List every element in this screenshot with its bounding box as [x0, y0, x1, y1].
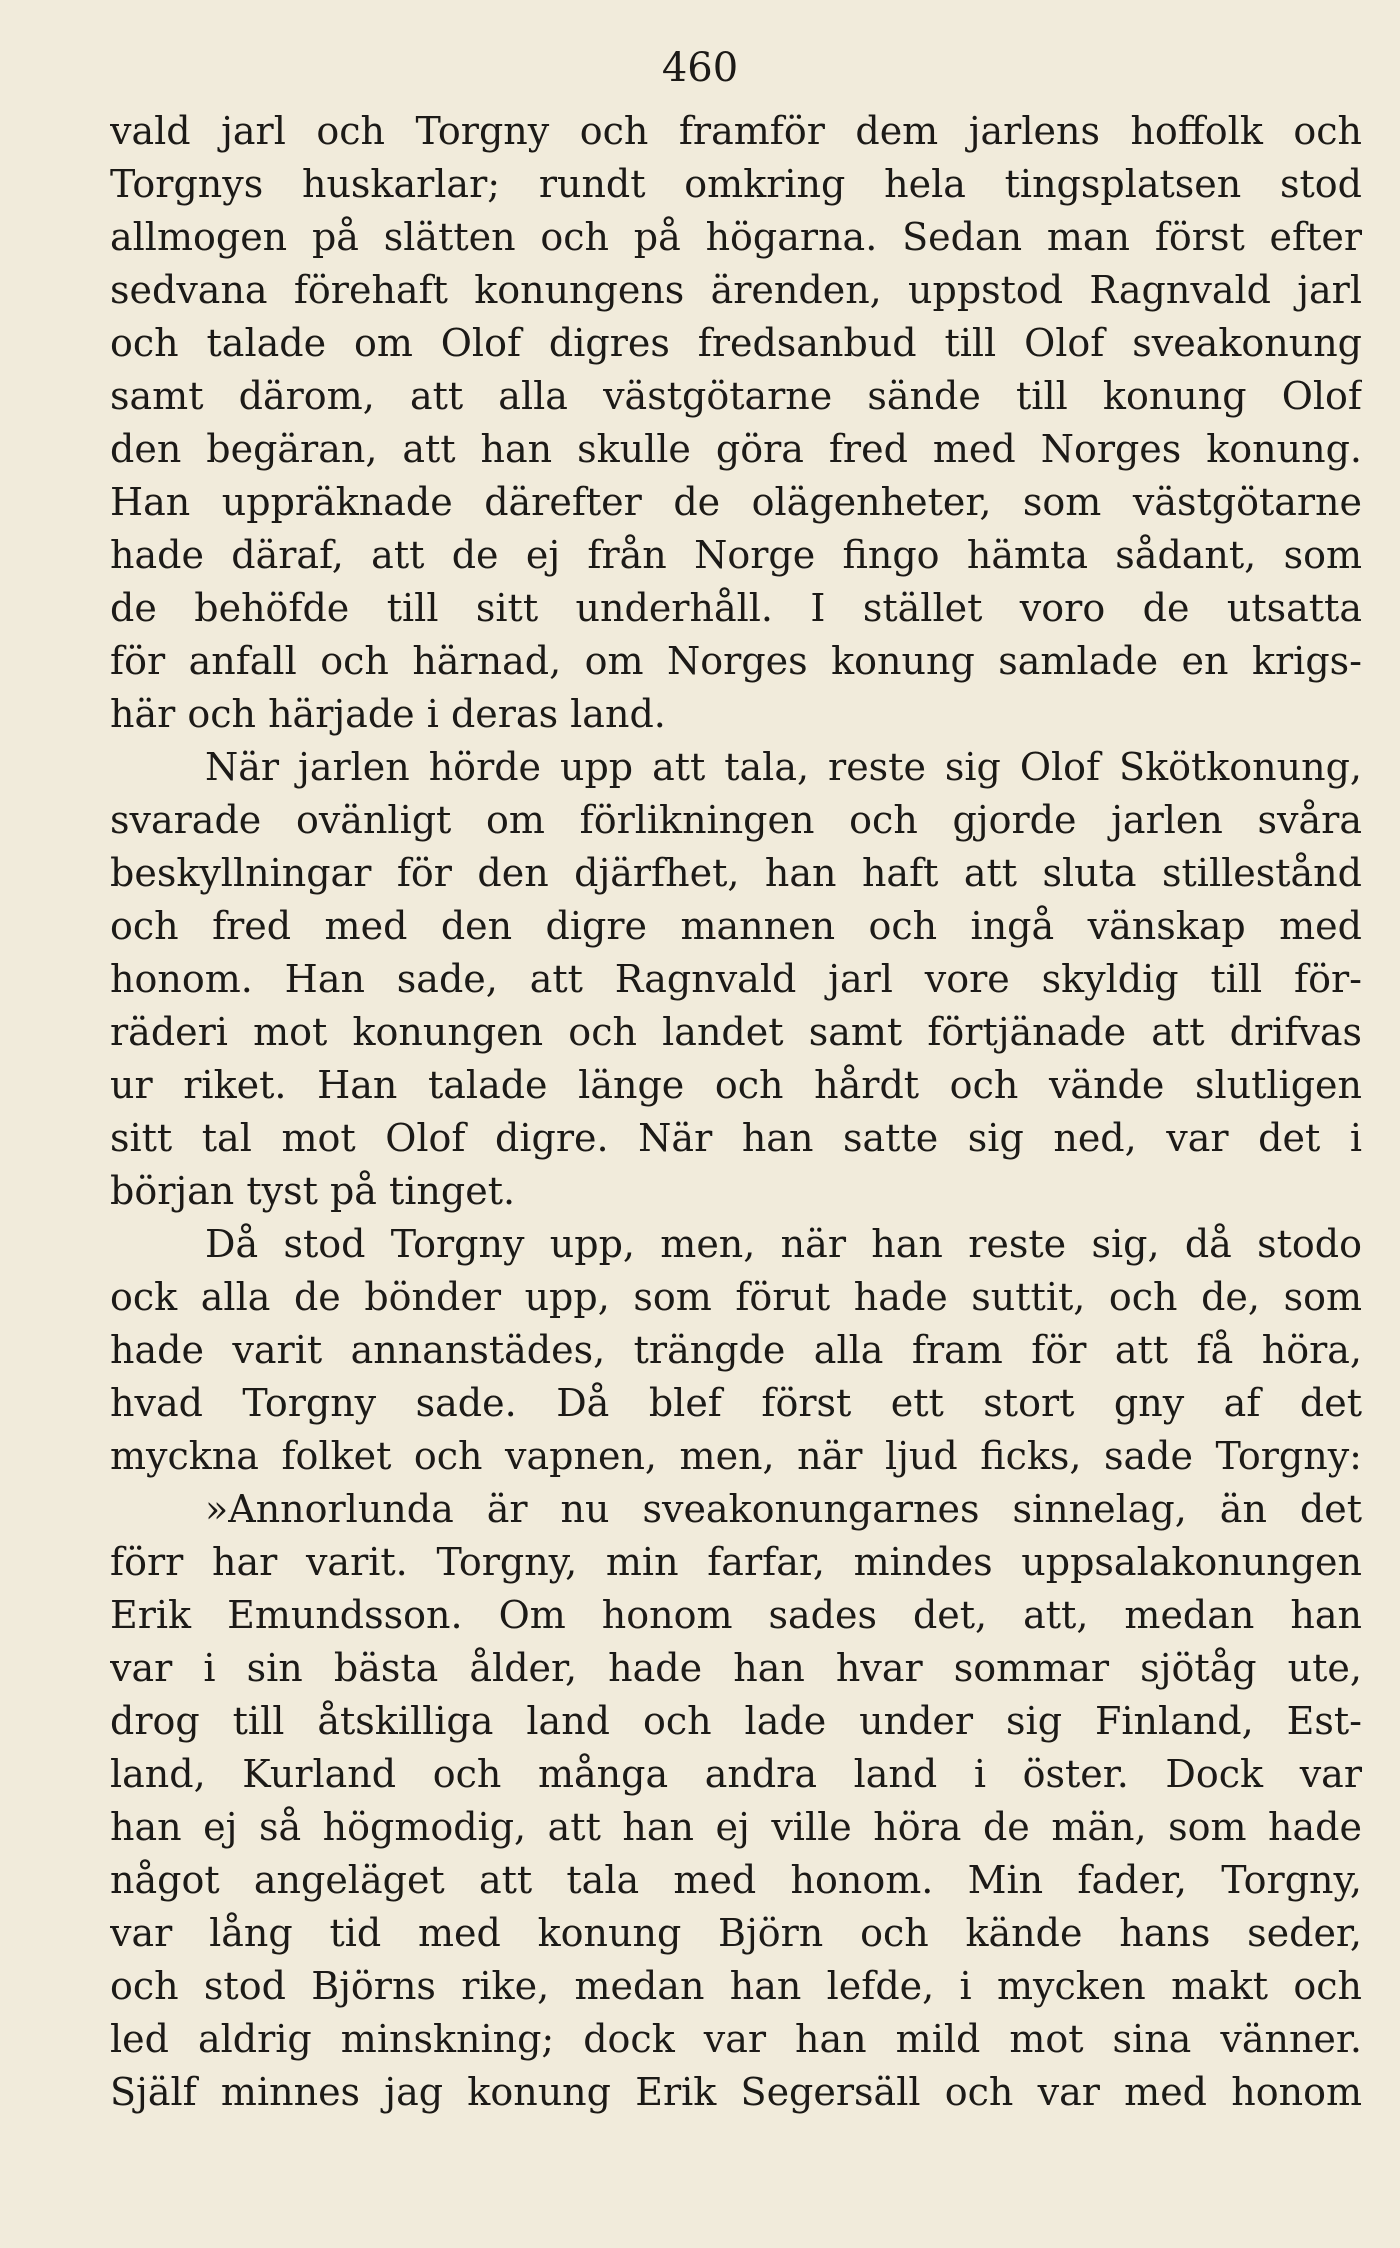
text-line: och fred med den digre mannen och ingå vänskap med — [110, 904, 1362, 948]
text-line: honom. Han sade, att Ragnvald jarl vore skyldig till för- — [110, 957, 1362, 1001]
text-line: var lång tid med konung Björn och kände hans seder, — [110, 1911, 1362, 1955]
body-text — [110, 105, 1362, 2119]
text-line: var i sin bästa ålder, hade han hvar sommar sjötåg ute, — [110, 1646, 1362, 1690]
text-line: led aldrig minskning; dock var han mild mot sina vänner. — [110, 2017, 1362, 2061]
text-line: Då stod Torgny upp, men, när han reste sig, då stodo — [205, 1222, 1362, 1266]
text-line: svarade ovänligt om förlikningen och gjorde jarlen svåra — [110, 798, 1362, 842]
text-line: När jarlen hörde upp att tala, reste sig Olof Skötkonung, — [205, 745, 1362, 789]
text-line: för anfall och härnad, om Norges konung samlade en krigs- — [110, 639, 1362, 683]
text-line: sedvana förehaft konungens ärenden, uppstod Ragnvald jarl — [110, 268, 1362, 312]
text-line: och stod Björns rike, medan han lefde, i mycken makt och — [110, 1964, 1362, 2008]
text-line: de behöfde till sitt underhåll. I stället voro de utsatta — [110, 586, 1362, 630]
page-number: 460 — [661, 45, 739, 91]
text-line: sitt tal mot Olof digre. När han satte sig ned, var det i — [110, 1116, 1362, 1160]
text-line: den begäran, att han skulle göra fred med Norges konung. — [110, 427, 1362, 471]
text-line: han ej så högmodig, att han ej ville höra de män, som hade — [110, 1805, 1362, 1849]
text-line: Torgnys huskarlar; rundt omkring hela tingsplatsen stod — [110, 162, 1362, 206]
text-line: räderi mot konungen och landet samt förtjänade att drifvas — [110, 1010, 1362, 1054]
text-line: samt därom, att alla västgötarne sände till konung Olof — [110, 374, 1362, 418]
text-line: början tyst på tinget. — [110, 1169, 516, 1213]
text-line: här och härjade i deras land. — [110, 692, 666, 736]
text-line: Han uppräknade därefter de olägenheter, som västgötarne — [110, 480, 1362, 524]
text-line: hvad Torgny sade. Då blef först ett stort gny af det — [110, 1381, 1362, 1425]
text-line: ock alla de bönder upp, som förut hade suttit, och de, som — [110, 1275, 1362, 1319]
text-line: vald jarl och Torgny och framför dem jarlens hoffolk och — [110, 109, 1362, 153]
text-line: beskyllningar för den djärfhet, han haft att sluta stillestånd — [110, 851, 1362, 895]
text-line: allmogen på slätten och på högarna. Sedan man först efter — [110, 215, 1362, 259]
text-line: Erik Emundsson. Om honom sades det, att, medan han — [110, 1593, 1362, 1637]
text-line: något angeläget att tala med honom. Min fader, Torgny, — [110, 1858, 1362, 1902]
text-line: drog till åtskilliga land och lade under sig Finland, Est- — [110, 1699, 1362, 1743]
text-line: förr har varit. Torgny, min farfar, mindes uppsalakonungen — [110, 1540, 1362, 1584]
text-line: hade varit annanstädes, trängde alla fram för att få höra, — [110, 1328, 1362, 1372]
text-line: »Annorlunda är nu sveakonungarnes sinnelag, än det — [205, 1487, 1362, 1531]
text-line: hade däraf, att de ej från Norge fingo hämta sådant, som — [110, 533, 1362, 577]
text-line: Själf minnes jag konung Erik Segersäll och var med honom — [110, 2070, 1362, 2114]
text-line: ur riket. Han talade länge och hårdt och vände slutligen — [110, 1063, 1362, 1107]
text-line: myckna folket och vapnen, men, när ljud ficks, sade Torgny: — [110, 1434, 1362, 1478]
text-line: land, Kurland och många andra land i öster. Dock var — [110, 1752, 1362, 1796]
text-line: och talade om Olof digres fredsanbud till Olof sveakonung — [110, 321, 1362, 365]
